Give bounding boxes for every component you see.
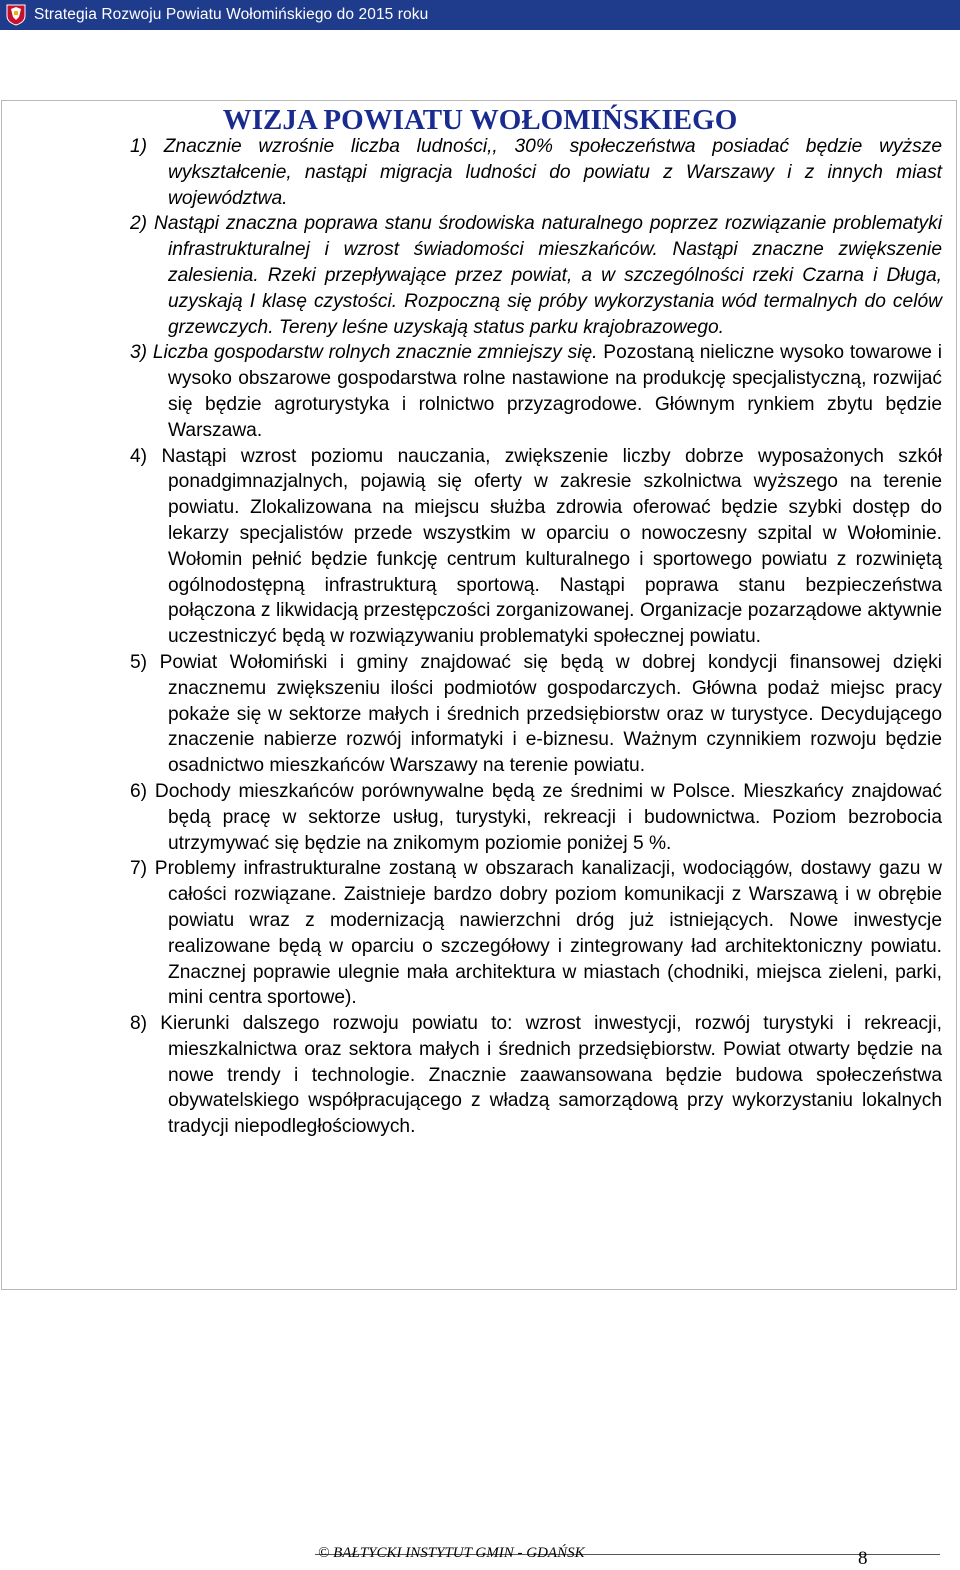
item-text: 2) Nastąpi znaczna poprawa stanu środowiska naturalnego poprzez rozwiązanie problematyki infrastrukturalnej i wzrost świadomości mieszkańców. Nastąpi znaczne zwiększenie zalesienia. Rzeki przepływające przez powiat, a w szczególności rzeki Czarna i Długa, uzyskają I klasę czystości. Rozpoczną się próby wykorzystania wód termalnych do celów grzewczych. Tereny leśne uzyskają status parku krajobrazowego. — [130, 213, 942, 338]
list-item — [130, 444, 942, 650]
item-text: 7) Problemy infrastrukturalne zostaną w obszarach kanalizacji, wodociągów, dostawy gazu w całości rozwiązane. Zaistnieje bardzo dobry poziom komunikacji z Warszawą i w obrębie powiatu wraz z modernizacją nawierzchni dróg już istniejących. Nowe inwestycje realizowane będą w oparciu o szczegółowy i zintegrowany ład architektoniczny powiatu. Znacznej poprawie ulegnie mała architektura w miastach (chodniki, miejsca zieleni, parki, mini centra sportowe). — [130, 858, 942, 1009]
document-title: WIZJA POWIATU WOŁOMIŃSKIEGO — [222, 104, 738, 136]
item-text: 5) Powiat Wołomiński i gminy znajdować się będą w dobrej kondycji finansowej dzięki znacznemu zwiększeniu ilości podmiotów gospodarczych. Główna podaż miejsc pracy pokaże się w sektorze małych i średnich przedsiębiorstw oraz w turystyce. Decydującego znaczenie nabierze rozwój informatyki i e-biznesu. Ważnym czynnikiem rozwoju będzie osadnictwo mieszkańców Warszawy na terenie powiatu. — [130, 651, 942, 777]
list-item — [130, 211, 942, 340]
item-text: 4) Nastąpi wzrost poziomu nauczania, zwiększenie liczby dobrze wyposażonych szkół ponadgimnazjalnych, pojawią się oferty w zakresie szkolnictwa wyższego na terenie powiatu. Zlokalizowana na miejscu służba zdrowia oferować będzie szybki dostęp do lekarzy specjalistów przede wszystkim w oparciu o nowoczesny szpital w Wołominie. Wołomin pełnić będzie funkcję centrum kulturalnego i sportowego powiatu z rozwiniętą ogólnodostępną infrastrukturą sportową. Nastąpi poprawa stanu bezpieczeństwa połączona z likwidacją przestępczości zorganizowanej. Organizacje pozarządowe aktywnie uczestniczyć będą w rozwiązywaniu problematyki społecznej powiatu. — [130, 445, 942, 648]
item-text: 1) Znacznie wzrośnie liczba ludności,, 30% społeczeństwa posiadać będzie wyższe wykształcenie, nastąpi migracja ludności do powiatu z Warszawy i z innych miast województwa. — [130, 136, 942, 209]
list-item — [130, 856, 942, 1011]
item-text: 3) Liczba gospodarstw rolnych znacznie zmniejszy się. — [130, 342, 598, 364]
list-item — [130, 1011, 942, 1140]
coat-of-arms-icon — [6, 4, 26, 26]
item-text: Pozostaną nieliczne wysoko towarowe i wysoko obszarowe gospodarstwa rolne nastawione na produkcję specjalistyczną, rozwijać się będzie agroturystyka i rolnictwo przyzagrodowe. Głównym rynkiem zbytu będzie Warszawa. — [168, 342, 942, 441]
item-text: 6) Dochody mieszkańców porównywalne będą ze średnimi w Polsce. Mieszkańcy znajdować będą pracę w sektorze usług, turystyki, rekreacji i budownictwa. Poziom bezrobocia utrzymywać się będzie na znikomym poziomie poniżej 5 %. — [130, 780, 942, 854]
list-item — [130, 650, 942, 779]
footer-copyright: © BAŁTYCKI INSTYTUT GMIN - GDAŃSK — [318, 1545, 585, 1561]
list-item — [130, 779, 942, 856]
list-item — [130, 134, 942, 211]
vision-list — [130, 134, 942, 1140]
list-item — [130, 340, 942, 443]
page-number: 8 — [858, 1548, 868, 1569]
item-text: 8) Kierunki dalszego rozwoju powiatu to: wzrost inwestycji, rozwój turystyki i rekreacji, mieszkalnictwa oraz sektora małych i średnich przedsiębiorstw. Powiat otwarty będzie na nowe trendy i technologie. Znacznie zaawansowana będzie budowa społeczeństwa obywatelskiego współpracującego z władzą samorządową przy wykorzystaniu lokalnych tradycji niepodległościowych. — [130, 1013, 942, 1138]
header-title: Strategia Rozwoju Powiatu Wołomińskiego do 2015 roku — [34, 6, 429, 23]
header-bar — [0, 0, 960, 30]
